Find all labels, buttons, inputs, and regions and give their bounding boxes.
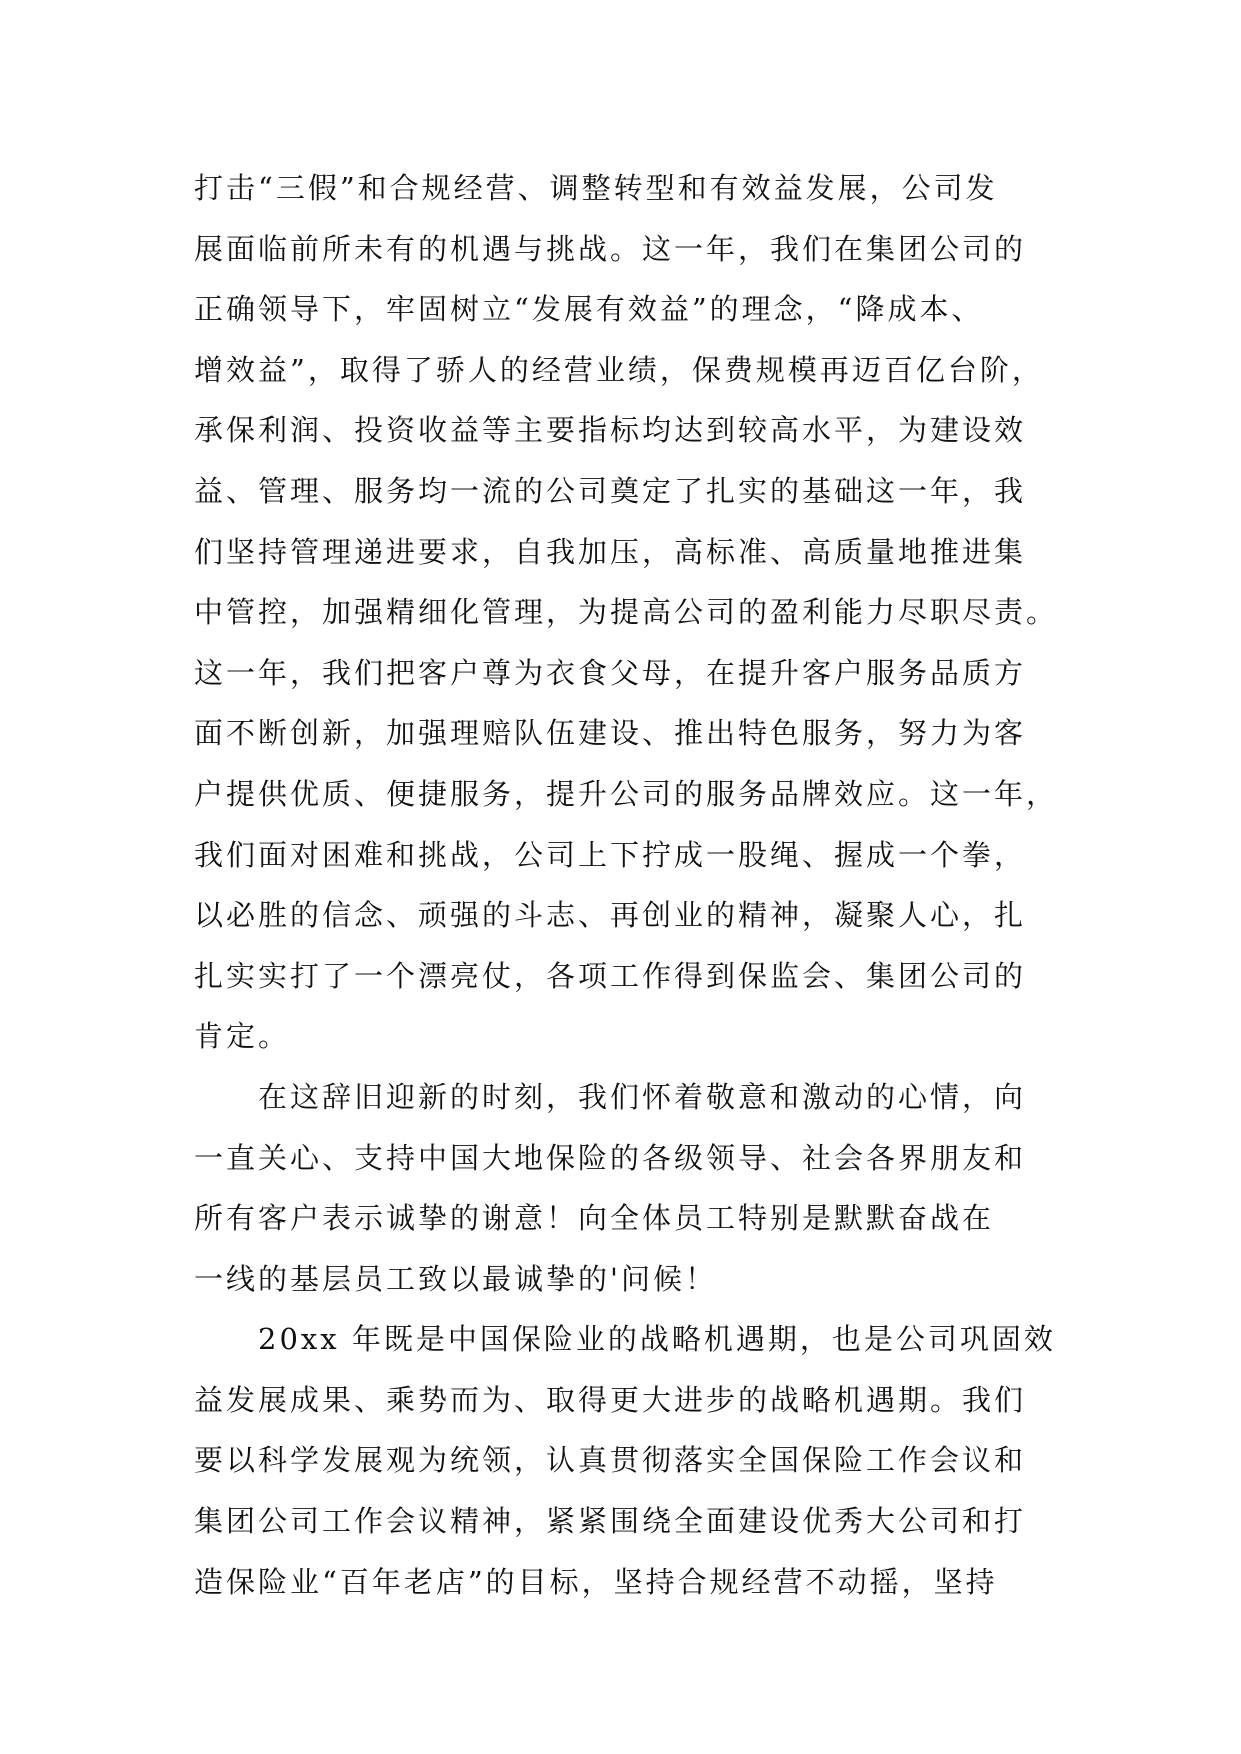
text-line: 要以科学发展观为统领，认真贯彻落实全国保险工作会议和 (194, 1443, 1027, 1478)
text-line: 一直关心、支持中国大地保险的各级领导、社会各界朋友和 (194, 1140, 1027, 1175)
document-body (194, 158, 1064, 1612)
text-line: 增效益”，取得了骄人的经营业绩，保费规模再迈百亿台阶， (194, 352, 1044, 387)
text-line: 面不断创新，加强理赔队伍建设、推出特色服务，努力为客 (194, 716, 1027, 751)
paragraph-2 (194, 1067, 1064, 1309)
text-line: 益、管理、服务均一流的公司奠定了扎实的基础这一年，我 (194, 473, 1027, 508)
text-line: 所有客户表示诚挚的谢意！向全体员工特别是默默奋战在 (194, 1201, 995, 1236)
text-line: 益发展成果、乘势而为、取得更大进步的战略机遇期。我们 (194, 1382, 1027, 1417)
text-line: 们坚持管理递进要求，自我加压，高标准、高质量地推进集 (194, 534, 1027, 569)
text-line: 承保利润、投资收益等主要指标均达到较高水平，为建设效 (194, 413, 1027, 448)
text-line: 造保险业“百年老店”的目标，坚持合规经营不动摇，坚持 (194, 1564, 998, 1599)
text-line: 肯定。 (194, 1019, 291, 1054)
text-line: 扎实实打了一个漂亮仗，各项工作得到保监会、集团公司的 (194, 958, 1027, 993)
text-line: 中管控，加强精细化管理，为提高公司的盈利能力尽职尽责。 (194, 595, 1059, 630)
text-line: 打击“三假”和合规经营、调整转型和有效益发展，公司发 (194, 171, 998, 205)
text-line: 一线的基层员工致以最诚挚的'问候！ (194, 1261, 717, 1296)
paragraph-3 (194, 1309, 1064, 1612)
text-line: 户提供优质、便捷服务，提升公司的服务品牌效应。这一年， (194, 776, 1059, 811)
text-line: 正确领导下，牢固树立“发展有效益”的理念，“降成本、 (194, 292, 984, 327)
text-line: 以必胜的信念、顽强的斗志、再创业的精神，凝聚人心，扎 (194, 898, 1027, 933)
text-line: 这一年，我们把客户尊为衣食父母，在提升客户服务品质方 (194, 655, 1027, 690)
text-line: 我们面对困难和挑战，公司上下拧成一股绳、握成一个拳， (194, 837, 1027, 872)
text-line: 在这辞旧迎新的时刻，我们怀着敬意和激动的心情，向 (258, 1079, 1027, 1114)
text-line: 集团公司工作会议精神，紧紧围绕全面建设优秀大公司和打 (194, 1504, 1027, 1539)
text-line: 展面临前所未有的机遇与挑战。这一年，我们在集团公司的 (194, 231, 1027, 266)
text-line: 20xx 年既是中国保险业的战略机遇期，也是公司巩固效 (258, 1322, 1056, 1357)
paragraph-1 (194, 158, 1064, 1067)
